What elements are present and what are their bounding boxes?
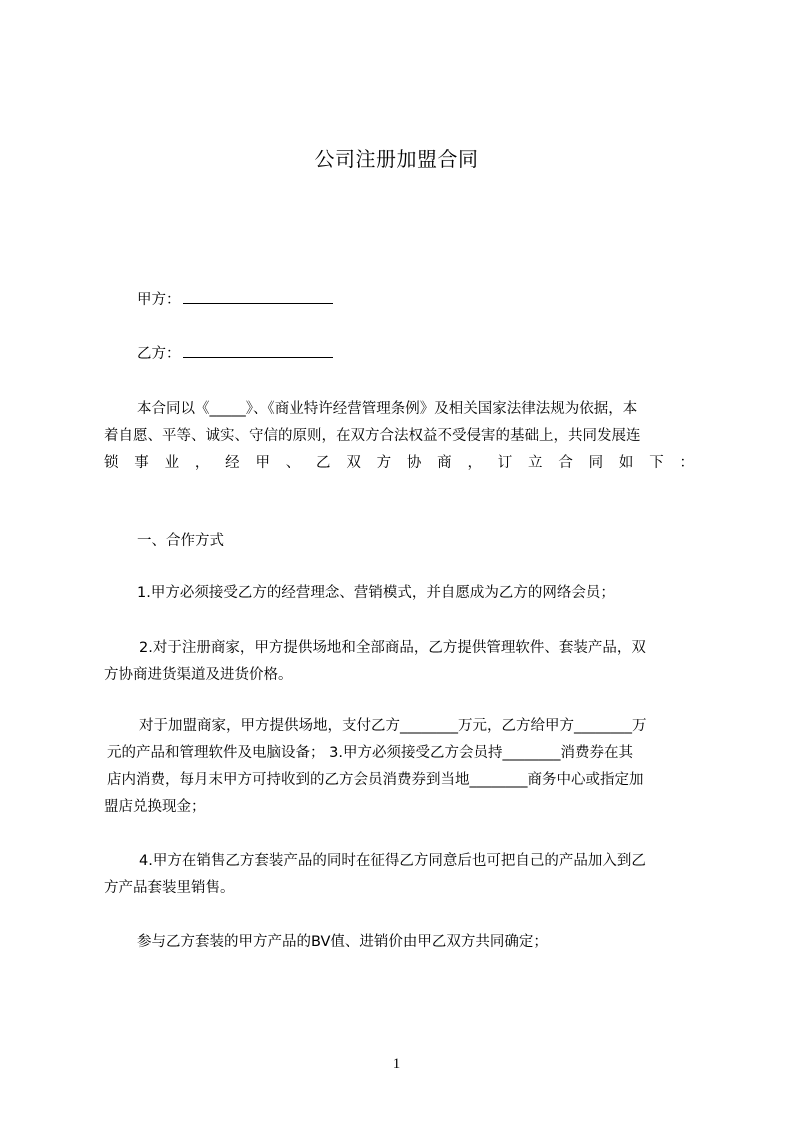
clause-4-line-2: 方产品套装里销售。 — [104, 880, 235, 896]
section-1-heading: 一、合作方式 — [137, 533, 224, 549]
party-b-blank — [183, 343, 333, 358]
party-a-label: 甲方： — [137, 292, 181, 308]
clause-2-line-2: 方协商进货渠道及进货价格。 — [104, 667, 293, 683]
clause-2b-line-3: 店内消费，每月末甲方可持收到的乙方会员消费券到当地________商务中心或指定加 — [107, 772, 644, 788]
clause-4-line-1: 4.甲方在销售乙方套装产品的同时在征得乙方同意后也可把自己的产品加入到乙 — [139, 853, 646, 869]
preamble-line-1: 本合同以《_____》、《商业特许经营管理条例》及相关国家法律法规为依据，本 — [137, 401, 638, 417]
party-b-line — [137, 341, 733, 368]
preamble-line-2: 着自愿、平等、诚实、守信的原则，在双方合法权益不受侵害的基础上，共同发展连 — [104, 428, 641, 444]
clause-2b-line-2: 元的产品和管理软件及电脑设备； 3.甲方必须接受乙方会员持________消费券在其 — [107, 745, 633, 761]
party-b-label: 乙方： — [137, 346, 181, 362]
party-a-blank — [183, 289, 333, 304]
clause-2-line-1: 2.对于注册商家，甲方提供场地和全部商品，乙方提供管理软件、套装产品，双 — [139, 640, 646, 656]
preamble-line-3: 锁事业，经甲、乙双方协商，订立合同如下： — [104, 455, 694, 471]
clause-2b-line-4: 盟店兑换现金； — [104, 799, 206, 815]
clause-1: 1.甲方必须接受乙方的经营理念、营销模式，并自愿成为乙方的网络会员； — [137, 585, 615, 601]
document-title: 公司注册加盟合同 — [314, 147, 479, 171]
party-a-line — [137, 287, 733, 314]
clause-4b: 参与乙方套装的甲方产品的BV值、进销价由甲乙双方共同确定； — [137, 934, 548, 950]
page-number: 1 — [392, 1056, 401, 1072]
clause-2b-line-1: 对于加盟商家，甲方提供场地，支付乙方________万元，乙方给甲方________万 — [139, 718, 647, 734]
